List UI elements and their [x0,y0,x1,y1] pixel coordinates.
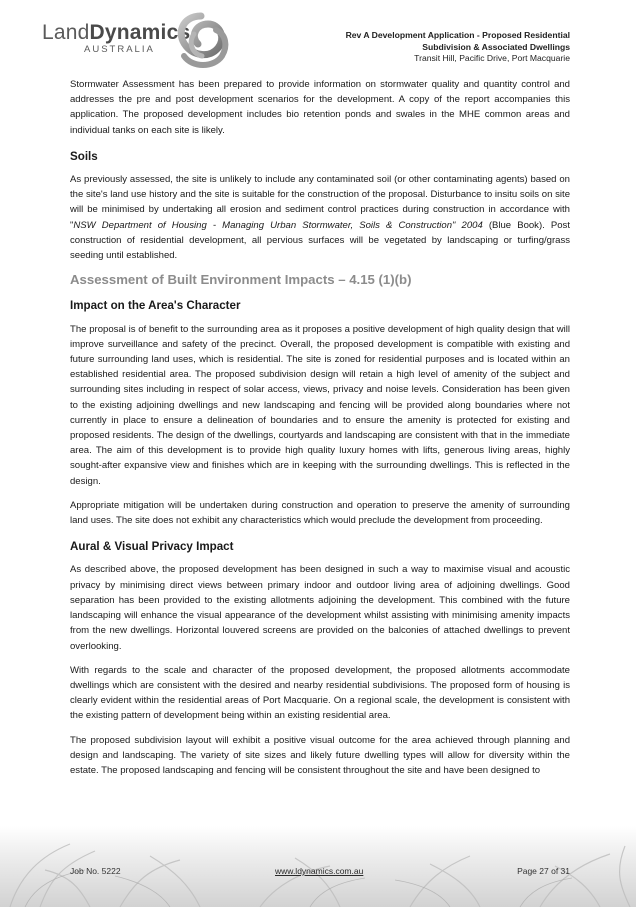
page-body [70,77,570,787]
job-number: Job No. 5222 [70,866,121,876]
soils-reference: NSW Department of Housing - Managing Urban Stormwater, Soils & Construction" 2004 [73,219,483,231]
character-heading: Impact on the Area's Character [70,299,241,313]
intro-paragraph: Stormwater Assessment has been prepared to provide information on stormwater quality and quantity control and addresses the pre and post development scenarios for the development. A copy of the report accompanies this application. The proposed development includes bio retention ponds and swales in the MHE common areas and individual tanks on each site is likely. [70,79,570,136]
privacy-heading: Aural & Visual Privacy Impact [70,540,234,554]
privacy-paragraph-3: The proposed subdivision layout will exhibit a positive visual outcome for the area achieved through planning and design and landscaping. The variety of site sizes and likely future dwelling types will allow for diversity within the estate. The proposed landscaping and fencing will be consistent throughout the site and have been designed to [70,734,570,776]
character-paragraph-1: The proposal is of benefit to the surrounding area as it proposes a positive development of high quality design that will improve surveillance and safety of the precinct. Overall, the proposed development is compatible with existing and future surrounding land uses, which is residential. The site is zoned for residential purposes and is located within an established residential area. The proposed subdivision design will retain a high level of amenity of the subject and surrounding sites including in respect of solar access, views, privacy and noise levels. Consideration has been given to the existing adjoining dwellings and new landscaping and fencing will be provided along boundaries where not currently in place to ensure a delineation of boundaries and to ensure the amenity is protected for existing and proposed residents. The design of the dwellings, courtyards and landscaping are consistent with that in the immediate area. The aim of this development is to provide high quality luxury homes with lifts, generous living areas, highly sought-after expansive view and finishes which are in keeping with the surrounding dwellings. This is reflected in the design. [70,323,570,487]
privacy-paragraph-2: With regards to the scale and character of the proposed development, the proposed allotments accommodate dwellings which are consistent with the desired and nearby residential subdivisions. The proposed form of housing is clearly evident within the residential areas of Port Macquarie. On a regional scale, the development is consistent with the existing pattern of development being within an existing residential area. [70,664,570,722]
soils-heading: Soils [70,149,98,163]
privacy-paragraph-1: As described above, the proposed development has been designed in such a way to maximise visual and acoustic privacy by minimising direct views between primary indoor and outdoor living area of adjoining dwellings. Good separation has been provided to the existing allotments adjoining the development. This combined with the future landscaping will enhance the visual appearance of the development whilst assisting with minimising amenity impacts from the new dwellings. Horizontal louvered screens are provided on the balconies of attached dwellings to prevent overlooking. [70,564,570,652]
section-heading: Assessment of Built Environment Impacts – 4.15 (1)(b) [70,272,412,288]
logo-name-part-2: Dynamics [89,21,191,44]
logo-subtitle: AUSTRALIA [84,44,155,55]
doc-title-line-1: Rev A Development Application - Proposed Residential [345,30,570,40]
doc-location: Transit Hill, Pacific Drive, Port Macquarie [414,53,570,63]
logo-name-part-1: Land [42,21,90,44]
character-paragraph-2: Appropriate mitigation will be undertaken during construction and operation to preserve the amenity of surrounding land uses. The site does not exhibit any characteristics which would preclude the development from proceeding. [70,499,570,527]
logo-knot-icon [170,12,232,70]
company-logo [42,20,252,70]
doc-title-line-2: Subdivision & Associated Dwellings [422,41,570,52]
website-link[interactable]: www.ldynamics.com.au [275,866,364,876]
document-title-block [346,30,570,65]
page-number: Page 27 of 31 [517,866,570,876]
page-header [0,0,636,75]
soils-text-a: As previously assessed, the site is unlikely to include any contaminated soil (or other contaminating agents) based on the site's land use history and the site is suitable for the construction of the proposal. Disturbance to insitu soils on site will be minimised by undertaking all erosion and sediment control practices during construction in accordance with " [70,174,570,231]
soils-paragraph [70,172,570,263]
soils-text-b: (Blue Book). Post construction of residential development, all pervious surfaces will be vegetated by landscaping or turfing/grass seeding until established. [70,219,570,262]
